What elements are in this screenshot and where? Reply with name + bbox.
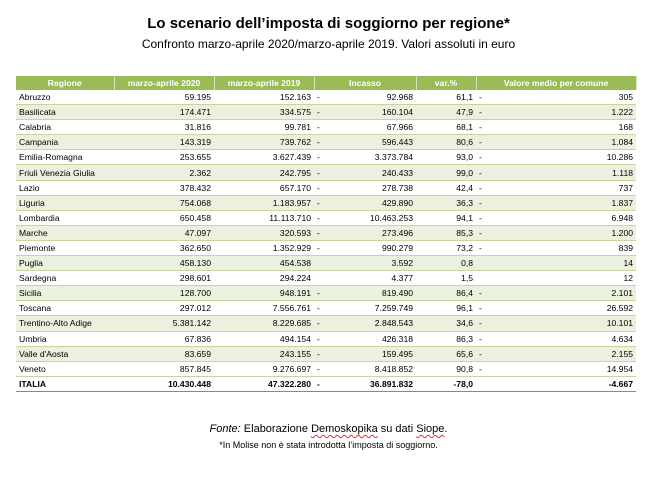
cell-medio: 1.084	[486, 135, 636, 150]
cell-region: Lazio	[16, 180, 114, 195]
cell-2020: 754.068	[114, 195, 214, 210]
cell-incasso-sign: -	[314, 346, 324, 361]
total-incasso: 36.891.832	[324, 376, 416, 391]
cell-var: 96,1	[416, 301, 476, 316]
cell-var: 85,3	[416, 225, 476, 240]
table-row	[16, 135, 636, 150]
cell-incasso-sign: -	[314, 180, 324, 195]
cell-2020: 67.836	[114, 331, 214, 346]
cell-incasso: 596.443	[324, 135, 416, 150]
cell-incasso: 4.377	[324, 271, 416, 286]
cell-medio-sign: -	[476, 210, 486, 225]
cell-incasso: 3.373.784	[324, 150, 416, 165]
table-row	[16, 361, 636, 376]
cell-incasso: 819.490	[324, 286, 416, 301]
cell-2019: 739.762	[214, 135, 314, 150]
total-var: -78,0	[416, 376, 476, 391]
cell-var: 68,1	[416, 120, 476, 135]
cell-medio-sign: -	[476, 120, 486, 135]
cell-region: Friuli Venezia Giulia	[16, 165, 114, 180]
cell-incasso: 10.463.253	[324, 210, 416, 225]
cell-2019: 657.170	[214, 180, 314, 195]
cell-medio-sign	[476, 256, 486, 271]
source-org: Demoskopika	[311, 423, 378, 435]
cell-incasso: 159.495	[324, 346, 416, 361]
cell-2020: 47.097	[114, 225, 214, 240]
cell-medio-sign: -	[476, 225, 486, 240]
cell-medio: 1.200	[486, 225, 636, 240]
cell-region: Piemonte	[16, 240, 114, 255]
cell-2019: 454.538	[214, 256, 314, 271]
cell-medio-sign	[476, 271, 486, 286]
cell-2020: 5.381.142	[114, 316, 214, 331]
cell-medio-sign: -	[476, 346, 486, 361]
cell-2019: 8.229.685	[214, 316, 314, 331]
cell-2019: 294.224	[214, 271, 314, 286]
cell-medio-sign: -	[476, 301, 486, 316]
cell-2019: 3.627.439	[214, 150, 314, 165]
cell-incasso: 160.104	[324, 105, 416, 120]
table-row	[16, 331, 636, 346]
table-row	[16, 256, 636, 271]
cell-2020: 59.195	[114, 90, 214, 105]
table-row	[16, 316, 636, 331]
cell-medio: 14.954	[486, 361, 636, 376]
cell-2020: 174.471	[114, 105, 214, 120]
cell-incasso-sign: -	[314, 225, 324, 240]
cell-incasso-sign: -	[314, 105, 324, 120]
cell-2020: 378.432	[114, 180, 214, 195]
cell-medio-sign: -	[476, 361, 486, 376]
table-row	[16, 240, 636, 255]
cell-region: Valle d'Aosta	[16, 346, 114, 361]
cell-2019: 948.191	[214, 286, 314, 301]
cell-incasso: 67.966	[324, 120, 416, 135]
cell-incasso-sign: -	[314, 150, 324, 165]
cell-region: Toscana	[16, 301, 114, 316]
table-row	[16, 346, 636, 361]
cell-incasso: 3.592	[324, 256, 416, 271]
cell-incasso-sign: -	[314, 90, 324, 105]
cell-region: Campania	[16, 135, 114, 150]
total-2020: 10.430.448	[114, 376, 214, 391]
cell-var: 86,3	[416, 331, 476, 346]
cell-medio: 839	[486, 240, 636, 255]
cell-var: 99,0	[416, 165, 476, 180]
cell-2020: 83.659	[114, 346, 214, 361]
cell-incasso: 278.738	[324, 180, 416, 195]
table-row	[16, 301, 636, 316]
cell-var: 36,3	[416, 195, 476, 210]
header-2020: marzo-aprile 2020	[114, 76, 214, 90]
cell-var: 86,4	[416, 286, 476, 301]
cell-var: 80,6	[416, 135, 476, 150]
cell-2020: 362.650	[114, 240, 214, 255]
cell-medio: 12	[486, 271, 636, 286]
cell-medio: 168	[486, 120, 636, 135]
cell-medio: 14	[486, 256, 636, 271]
cell-2019: 7.556.761	[214, 301, 314, 316]
header-valore-medio: Valore medio per comune	[476, 76, 636, 90]
cell-var: 65,6	[416, 346, 476, 361]
cell-region: Calabria	[16, 120, 114, 135]
cell-var: 90,8	[416, 361, 476, 376]
header-2019: marzo-aprile 2019	[214, 76, 314, 90]
cell-2020: 297.012	[114, 301, 214, 316]
cell-medio-sign: -	[476, 286, 486, 301]
cell-medio-sign: -	[476, 105, 486, 120]
header-regione: Regione	[16, 76, 114, 90]
page-subtitle: Confronto marzo-aprile 2020/marzo-aprile 2019. Valori assoluti in euro	[141, 37, 516, 51]
cell-incasso-sign: -	[314, 120, 324, 135]
table-header-row	[16, 76, 636, 90]
cell-var: 42,4	[416, 180, 476, 195]
cell-incasso-sign: -	[314, 135, 324, 150]
cell-incasso: 990.279	[324, 240, 416, 255]
cell-var: 61,1	[416, 90, 476, 105]
molise-footnote: *In Molise non è stata introdotta l’imposta di soggiorno.	[219, 440, 438, 450]
table-row	[16, 271, 636, 286]
cell-2019: 320.593	[214, 225, 314, 240]
cell-var: 94,1	[416, 210, 476, 225]
cell-incasso-sign: -	[314, 316, 324, 331]
cell-region: Umbria	[16, 331, 114, 346]
source-text-end: .	[444, 423, 448, 435]
cell-2020: 31.816	[114, 120, 214, 135]
cell-2019: 334.575	[214, 105, 314, 120]
cell-medio-sign: -	[476, 316, 486, 331]
table-total-row	[16, 376, 636, 391]
cell-incasso-sign	[314, 256, 324, 271]
cell-2019: 1.183.957	[214, 195, 314, 210]
cell-incasso-sign: -	[314, 286, 324, 301]
cell-var: 73,2	[416, 240, 476, 255]
cell-incasso: 7.259.749	[324, 301, 416, 316]
cell-medio-sign: -	[476, 135, 486, 150]
cell-incasso: 273.496	[324, 225, 416, 240]
cell-medio-sign: -	[476, 90, 486, 105]
cell-medio: 4.634	[486, 331, 636, 346]
cell-region: Liguria	[16, 195, 114, 210]
cell-medio-sign: -	[476, 331, 486, 346]
source-text-mid: su dati	[377, 423, 417, 435]
cell-region: Trentino-Alto Adige	[16, 316, 114, 331]
cell-2019: 11.113.710	[214, 210, 314, 225]
cell-incasso-sign: -	[314, 331, 324, 346]
cell-medio-sign: -	[476, 195, 486, 210]
cell-var: 47,9	[416, 105, 476, 120]
cell-2019: 1.352.929	[214, 240, 314, 255]
cell-var: 1,5	[416, 271, 476, 286]
cell-medio-sign: -	[476, 150, 486, 165]
cell-var: 93,0	[416, 150, 476, 165]
total-incasso-sign: -	[314, 376, 324, 391]
table-row	[16, 225, 636, 240]
cell-2019: 242.795	[214, 165, 314, 180]
table-row	[16, 286, 636, 301]
cell-2020: 2.362	[114, 165, 214, 180]
table-row	[16, 210, 636, 225]
cell-2020: 857.845	[114, 361, 214, 376]
cell-incasso-sign: -	[314, 195, 324, 210]
cell-incasso: 426.318	[324, 331, 416, 346]
cell-medio: 2.101	[486, 286, 636, 301]
cell-2020: 298.601	[114, 271, 214, 286]
total-medio-sign	[476, 376, 486, 391]
table-row	[16, 150, 636, 165]
cell-incasso: 240.433	[324, 165, 416, 180]
cell-region: Veneto	[16, 361, 114, 376]
cell-incasso: 2.848.543	[324, 316, 416, 331]
cell-incasso: 92.968	[324, 90, 416, 105]
cell-medio-sign: -	[476, 180, 486, 195]
source-text-pre: Elaborazione	[240, 423, 312, 435]
cell-region: Emilia-Romagna	[16, 150, 114, 165]
cell-var: 0,8	[416, 256, 476, 271]
cell-medio-sign: -	[476, 240, 486, 255]
cell-incasso-sign: -	[314, 240, 324, 255]
cell-incasso-sign: -	[314, 361, 324, 376]
source-dataset: Siope	[416, 423, 445, 435]
cell-medio: 6.948	[486, 210, 636, 225]
table-row	[16, 105, 636, 120]
table-row	[16, 195, 636, 210]
cell-region: Sicilia	[16, 286, 114, 301]
cell-medio: 305	[486, 90, 636, 105]
cell-2019: 243.155	[214, 346, 314, 361]
cell-region: Marche	[16, 225, 114, 240]
table-row	[16, 180, 636, 195]
cell-2020: 143.319	[114, 135, 214, 150]
cell-medio: 737	[486, 180, 636, 195]
source-label: Fonte:	[209, 423, 241, 435]
page-title: Lo scenario dell’imposta di soggiorno per regione*	[147, 15, 510, 32]
cell-incasso-sign	[314, 271, 324, 286]
tourist-tax-table	[16, 76, 637, 392]
cell-region: Basilicata	[16, 105, 114, 120]
cell-medio-sign: -	[476, 165, 486, 180]
cell-region: Abruzzo	[16, 90, 114, 105]
cell-region: Sardegna	[16, 271, 114, 286]
cell-medio: 10.286	[486, 150, 636, 165]
cell-medio: 1.222	[486, 105, 636, 120]
cell-2020: 253.655	[114, 150, 214, 165]
cell-region: Puglia	[16, 256, 114, 271]
cell-incasso-sign: -	[314, 301, 324, 316]
cell-2019: 494.154	[214, 331, 314, 346]
cell-2019: 152.163	[214, 90, 314, 105]
total-region: ITALIA	[16, 376, 114, 391]
cell-2020: 128.700	[114, 286, 214, 301]
cell-medio: 26.592	[486, 301, 636, 316]
cell-region: Lombardia	[16, 210, 114, 225]
cell-medio: 2.155	[486, 346, 636, 361]
cell-medio: 1.837	[486, 195, 636, 210]
cell-incasso-sign: -	[314, 210, 324, 225]
cell-medio: 1.118	[486, 165, 636, 180]
cell-medio: 10.101	[486, 316, 636, 331]
table-row	[16, 165, 636, 180]
cell-2019: 9.276.697	[214, 361, 314, 376]
cell-incasso: 8.418.852	[324, 361, 416, 376]
cell-2020: 650.458	[114, 210, 214, 225]
header-incasso: Incasso	[314, 76, 416, 90]
cell-2019: 99.781	[214, 120, 314, 135]
cell-incasso: 429.890	[324, 195, 416, 210]
header-var: var.%	[416, 76, 476, 90]
total-2019: 47.322.280	[214, 376, 314, 391]
table-row	[16, 120, 636, 135]
cell-2020: 458.130	[114, 256, 214, 271]
cell-incasso-sign: -	[314, 165, 324, 180]
source-line	[0, 423, 657, 435]
cell-var: 34,6	[416, 316, 476, 331]
total-medio: -4.667	[486, 376, 636, 391]
table-row	[16, 90, 636, 105]
